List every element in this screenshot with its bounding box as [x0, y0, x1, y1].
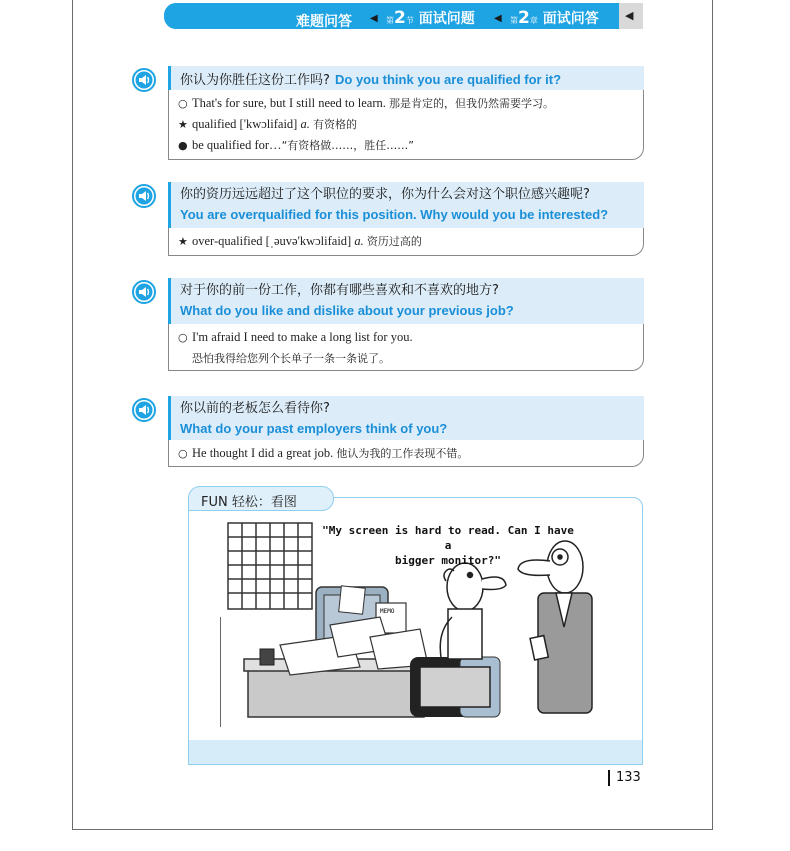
- fun-title-tab: [188, 486, 334, 511]
- answer-box: [168, 440, 644, 467]
- question-band: [168, 396, 644, 440]
- header-chapter: 第2章 面试问答: [510, 8, 599, 28]
- memo-label: MEMO: [380, 608, 395, 615]
- qa-block: [132, 182, 644, 257]
- left-triangle-icon: ◀: [625, 9, 634, 22]
- question-band: [168, 66, 644, 90]
- speaker-icon[interactable]: [132, 184, 156, 208]
- speaker-icon[interactable]: [132, 280, 156, 304]
- qa-block: [132, 396, 644, 468]
- question-cn: 你以前的老板怎么看待你?: [180, 401, 330, 416]
- left-triangle-icon: ◀: [370, 13, 378, 24]
- answer-line: ● be qualified for…“有资格做……，胜任……”: [178, 138, 414, 152]
- question-band: [168, 278, 644, 324]
- question-band: [168, 182, 644, 228]
- fun-box-footer: [189, 740, 642, 764]
- answer-line: 恐怕我得给您列个长单子一条一条说了。: [192, 352, 390, 365]
- answer-line: ★ over-qualified [ˌəuvə'kwɔlifaid] a. 资历过高的: [178, 234, 422, 248]
- fun-title: FUN 轻松：看图: [201, 495, 297, 510]
- question-en: What do your past employers think of you?: [180, 421, 448, 436]
- answer-line: ○ He thought I did a great job. 他认为我的工作表现不错。: [178, 446, 469, 460]
- qa-block: [132, 66, 644, 161]
- question-cn: 对于你的前一份工作，你都有哪些喜欢和不喜欢的地方?: [180, 283, 499, 298]
- answer-line: ○ That's for sure, but I still need to learn. 那是肯定的，但我仍然需要学习。: [178, 96, 554, 110]
- question-en: Do you think you are qualified for it?: [335, 72, 562, 87]
- question-cn: 你的资历远远超过了这个职位的要求，你为什么会对这个职位感兴趣呢?: [180, 187, 590, 202]
- answer-box: [168, 228, 644, 256]
- question-cn: 你认为你胜任这份工作吗?: [180, 73, 330, 88]
- question-en: You are overqualified for this position. Why would you be interested?: [180, 207, 609, 222]
- header-subsection: 第2节 面试问题: [386, 8, 475, 28]
- answer-box: [168, 324, 644, 371]
- header-bar: [164, 3, 642, 29]
- answer-box: [168, 90, 644, 160]
- answer-line: ★ qualified ['kwɔlifaid] a. 有资格的: [178, 117, 357, 131]
- page-number: 133: [608, 770, 641, 786]
- question-en: What do you like and dislike about your previous job?: [180, 303, 514, 318]
- qa-block: [132, 278, 644, 373]
- speaker-icon[interactable]: [132, 398, 156, 422]
- answer-line: ○ I'm afraid I need to make a long list for you.: [178, 330, 413, 344]
- speaker-icon[interactable]: [132, 68, 156, 92]
- left-triangle-icon: ◀: [494, 13, 502, 24]
- cartoon-caption: "My screen is hard to read. Can I have a bigger monitor?": [322, 524, 574, 567]
- header-end-tab: [619, 3, 643, 29]
- header-section: 难题问答: [296, 14, 352, 30]
